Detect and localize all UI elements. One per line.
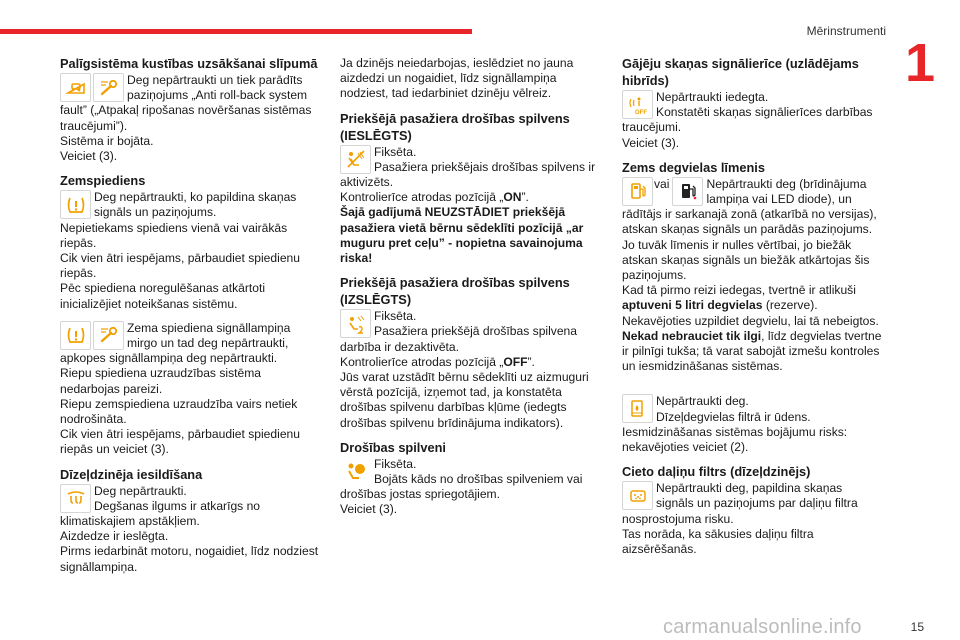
hill-assist-icon (60, 73, 91, 102)
svg-text:OFF: OFF (634, 109, 647, 115)
hill-assist-icons (60, 73, 124, 102)
hill-assist-section: Palīgsistēma kustības uzsākšanai slīpumā Deg nepārtraukti un tiek parādīts paziņojums „Anti roll-back system fault” („Atpakaļ ripošanas novēršanas sistēmas traucējumi”). Sistēma ir bojāta. Veiciet (3). (60, 56, 322, 164)
airbag-on-icon (340, 145, 371, 174)
hill-assist-title: Palīgsistēma kustības uzsākšanai slīpumā (60, 56, 318, 71)
low-pressure-title: Zemspiediens (60, 173, 146, 189)
page-number: 15 (910, 620, 924, 634)
airbag-off-icon (340, 309, 371, 338)
wrench-warning-icon (93, 73, 124, 102)
glow-plug-section: Dīzeļdzinēja iesildīšana Deg nepārtraukti. Degšanas ilgums ir atkarīgs no klimatiskajiem apstākļiem. Aizdedze ir ieslēgta. Pirms iedarbināt motoru, nogaidiet, līdz nodziest signāllampiņa. (60, 467, 322, 575)
low-pressure-section: Zemspiediens Deg nepārtraukti, ko papildina skaņas signāls un paziņojums. Nepietiekams spiediens vienā vai vairākās riepās. Cik vien ātri iespējams, pārbaudiet spiedienu riepās. Pēc spiediena noregulēšanas atkārtoti inicializējiet noteikšanas sistēmu. (60, 173, 322, 312)
airbag-icon (340, 457, 371, 486)
header-accent-bar (0, 29, 472, 34)
column-1 (60, 56, 322, 584)
airbags-section: Drošības spilveni Fiksēta. Bojāts kāds no drošības spilveniem vai drošības jostas spriegotājiem. Veiciet (3). (340, 439, 583, 517)
wrench-warning-icon (93, 321, 124, 350)
airbag-off-section: Priekšējā pasažiera drošības spilvens (IZSLĒGTS) Fiksēta. Pasažiera priekšējā drošības spilvena darbība ir dezaktivēta. Kontrolierīce atrodas pozīcijā „OFF”. Jūs varat uzstādīt bērnu sēdeklīti uz aizmuguri vērstā pozīcijā, izņemot tad, ja konstatēta drošības spilvenu darbības kļūme (iedegts drošības spilvenu brīdinājuma indikators). (340, 275, 589, 430)
particle-filter-icon (622, 481, 653, 510)
water-in-fuel-icon (622, 394, 653, 423)
tyre-pressure-icon (60, 321, 91, 350)
low-fuel-section: Zems degvielas līmenis vai Nepārtraukti deg (brīdinājuma lampiņa vai LED diode), un rādītājs ir sarkanajā zonā (atkarībā no versijas), atskan skaņas signāls un parādās paziņojums. Jo tuvāk līmenis ir nulles vērtībai, jo biežāk atskan skaņas signāls un biežāk atkārtojas šis paziņojums. Kad tā pirmo reizi iedegas, tvertnē ir atlikuši aptuveni 5 litri degvielas (rezerve). Nekavējoties uzpildiet degvielu, lai tā nebeigtos. Nekad nebrauciet tik ilgi, līdz degvielas tvertne ir pilnīgi tukša; tā varat sabojāt izmešu kontroles un iesmidzināšanas sistēmas. (622, 159, 882, 374)
fuel-low-icon (672, 177, 703, 206)
glow-plug-continued: Ja dzinējs neiedarbojas, ieslēdziet no jauna aizdedzi un nogaidiet, līdz signāllampiņa nodziest, tad iedarbiniet dzinēju vēlreiz. (340, 56, 574, 101)
section-title: Mērinstrumenti (806, 24, 886, 38)
chapter-number: 1 (905, 33, 936, 93)
pedestrian-horn-off-icon (622, 90, 653, 119)
water-in-fuel-section: Nepārtraukti deg. Dīzeļdegvielas filtrā ir ūdens. Iesmidzināšanas sistēmas bojājumu risks: nekavējoties veiciet (2). (622, 394, 848, 455)
column-3 (622, 56, 886, 566)
airbag-on-section: Priekšējā pasažiera drošības spilvens (IESLĒGTS) Fiksēta. Pasažiera priekšējais drošības spilvens ir aktivizēts. Kontrolierīce atrodas pozīcijā „ON”. Šajā gadījumā NEUZSTĀDIET priekšējā pasažiera vietā bērnu sēdeklīti pozīcijā „ar muguru pret ceļu” - nopietna savainojuma riska! (340, 110, 596, 266)
column-2 (340, 56, 602, 527)
glow-plug-title: Dīzeļdzinēja iesildīšana (60, 466, 203, 482)
pedestrian-horn-section: Gājēju skaņas signālierīce (uzlādējams hibrīds) OFF Nepārtraukti iedegta. Konstatēti skaņas signālierīces darbības traucējumi. Veiciet (3). (622, 56, 873, 150)
particle-filter-section: Cieto daļiņu filtrs (dīzeļdzinējs) Nepārtraukti deg, papildina skaņas signāls un paziņojums par daļiņu filtra nosprostojuma risku. Tas norāda, ka sākusies daļiņu filtra aizsērēšanās. (622, 464, 858, 557)
tyre-pressure-icon (60, 190, 91, 219)
glow-plug-icon (60, 484, 91, 513)
fuel-low-icon (622, 177, 653, 206)
watermark: carmanualsonline.info (663, 616, 862, 638)
pressure-monitor-fault-section: Zema spiediena signāllampiņa mirgo un tad deg nepārtraukti, apkopes signāllampiņa deg nepārtraukti. Riepu spiediena uzraudzības sistēma nedarbojas pareizi. Riepu zemspiediena uzraudzība vairs netiek nodrošināta. Cik vien ātri iespējams, pārbaudiet spiedienu riepās un veiciet (3). (60, 320, 300, 457)
